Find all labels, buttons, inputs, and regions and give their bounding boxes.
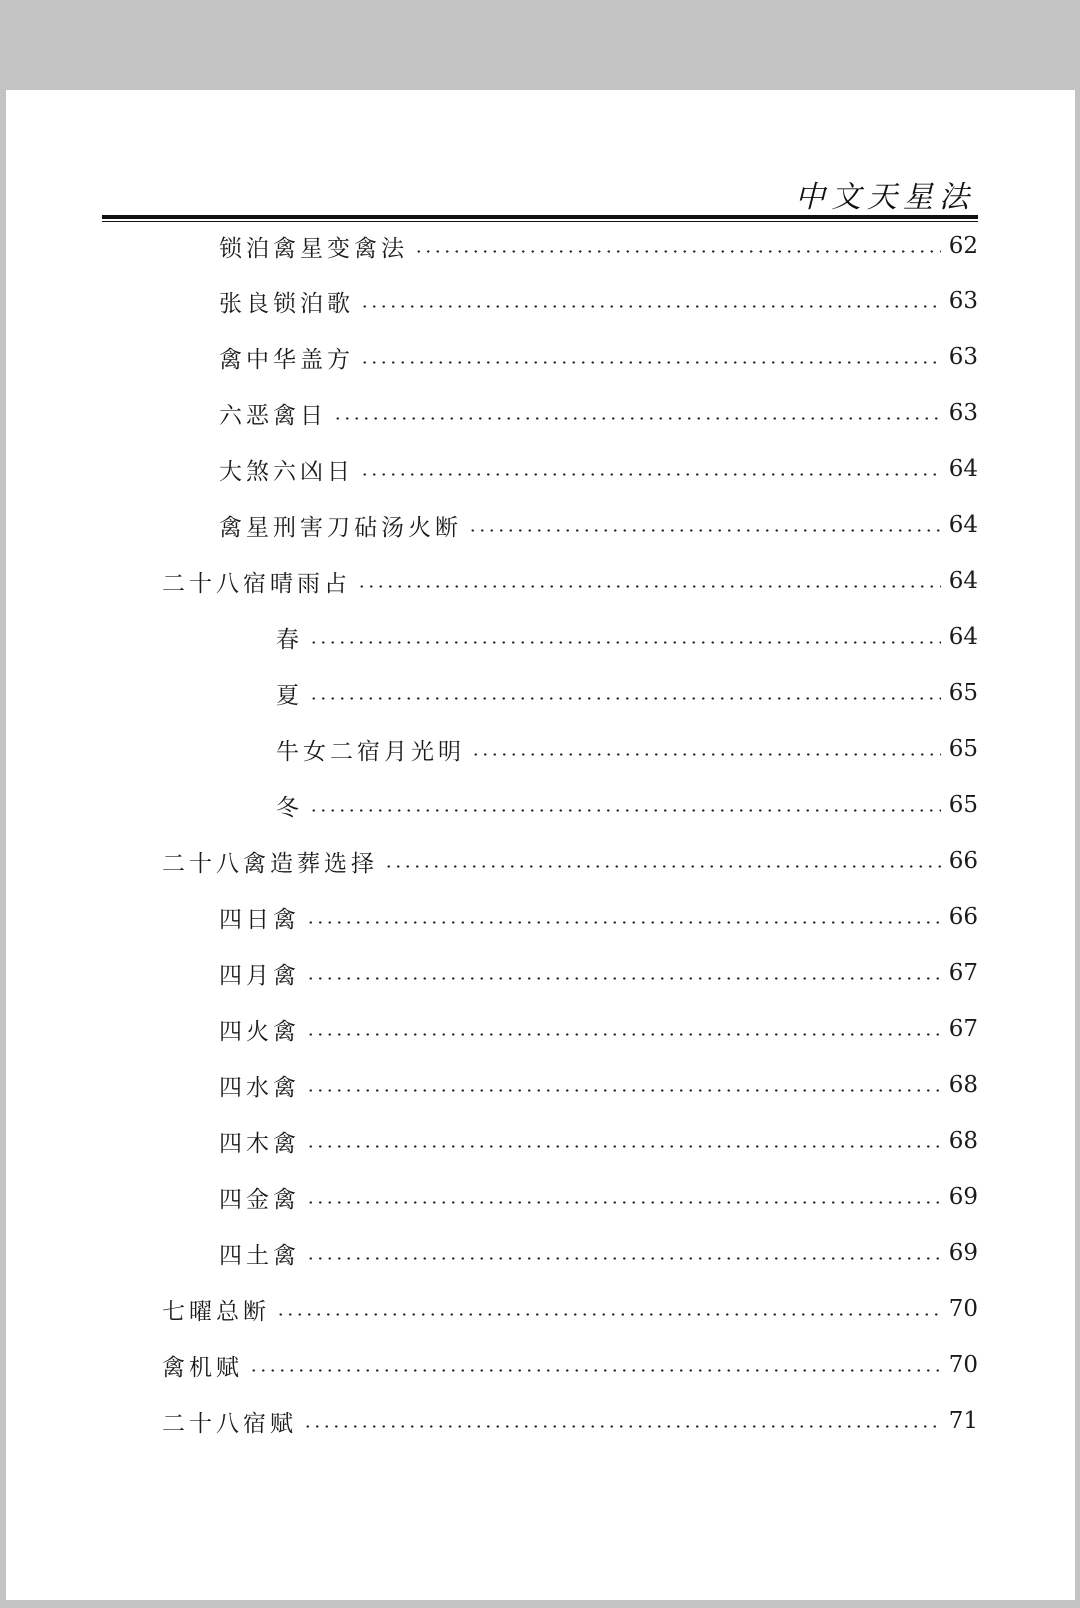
toc-entry-page: 65 <box>948 792 978 818</box>
toc-entry[interactable] <box>162 1345 978 1385</box>
toc-entry-page: 64 <box>948 624 978 650</box>
toc-entry-page: 65 <box>948 736 978 762</box>
toc-dot-leader <box>306 1089 941 1092</box>
toc-entry-title: 禽星刑害刀砧汤火断 <box>219 514 462 541</box>
toc-entry-title: 冬 <box>276 794 303 821</box>
toc-dot-leader <box>303 1425 941 1428</box>
toc-entry-title: 牛女二宿月光明 <box>276 738 465 765</box>
toc-entry-title: 夏 <box>276 682 303 709</box>
toc-dot-leader <box>249 1369 941 1372</box>
toc-entry-page: 64 <box>948 512 978 538</box>
toc-dot-leader <box>333 417 941 420</box>
toc-entry[interactable] <box>219 1121 978 1161</box>
header-rule-thick <box>102 215 978 219</box>
toc-entry[interactable] <box>162 1289 978 1329</box>
toc-entry-title: 大煞六凶日 <box>219 458 354 485</box>
toc-entry-page: 67 <box>948 1016 978 1042</box>
toc-entry-page: 64 <box>948 456 978 482</box>
toc-entry-page: 70 <box>948 1352 978 1378</box>
toc-dot-leader <box>309 641 941 644</box>
toc-entry-page: 64 <box>948 568 978 594</box>
toc-entry-page: 67 <box>948 960 978 986</box>
toc-entry[interactable] <box>219 1009 978 1049</box>
toc-entry-page: 69 <box>948 1240 978 1266</box>
toc-entry-title: 二十八禽造葬选择 <box>162 850 378 877</box>
toc-entry[interactable] <box>219 505 978 545</box>
toc-entry[interactable] <box>219 337 978 377</box>
toc-dot-leader <box>468 529 941 532</box>
toc-entry-title: 二十八宿赋 <box>162 1410 297 1437</box>
toc-entry[interactable] <box>219 281 978 321</box>
toc-entry-page: 70 <box>948 1296 978 1322</box>
toc-entry-title: 禽机赋 <box>162 1354 243 1381</box>
toc-entry[interactable] <box>162 1401 978 1441</box>
toc-entry[interactable] <box>276 785 978 825</box>
toc-dot-leader <box>357 585 941 588</box>
toc-entry-page: 66 <box>948 848 978 874</box>
toc-dot-leader <box>309 697 941 700</box>
toc-entry[interactable] <box>276 673 978 713</box>
toc-dot-leader <box>306 1257 941 1260</box>
toc-entry-title: 春 <box>276 626 303 653</box>
toc-dot-leader <box>384 865 941 868</box>
toc-entry-title: 四水禽 <box>219 1074 300 1101</box>
toc-entry-page: 63 <box>948 344 978 370</box>
toc-entry-page: 68 <box>948 1072 978 1098</box>
toc-entry-title: 四金禽 <box>219 1186 300 1213</box>
toc-dot-leader <box>360 473 941 476</box>
toc-entry-page: 63 <box>948 400 978 426</box>
toc-entry-title: 张良锁泊歌 <box>219 290 354 317</box>
toc-entry-title: 四木禽 <box>219 1130 300 1157</box>
toc-dot-leader <box>306 1201 941 1204</box>
toc-entry-page: 63 <box>948 288 978 314</box>
toc-entry-page: 69 <box>948 1184 978 1210</box>
toc-entry[interactable] <box>276 617 978 657</box>
toc-entry-title: 六恶禽日 <box>219 402 327 429</box>
toc-dot-leader <box>276 1313 941 1316</box>
toc-dot-leader <box>471 753 941 756</box>
toc-dot-leader <box>306 1033 941 1036</box>
toc-entry[interactable] <box>162 841 978 881</box>
toc-entry[interactable] <box>219 953 978 993</box>
toc-entry[interactable] <box>219 1065 978 1105</box>
toc-entry[interactable] <box>219 897 978 937</box>
toc-entry-page: 71 <box>948 1408 978 1434</box>
toc-dot-leader <box>306 977 941 980</box>
toc-entry[interactable] <box>219 1233 978 1273</box>
toc-entry-page: 66 <box>948 904 978 930</box>
toc-entry-title: 禽中华盖方 <box>219 346 354 373</box>
toc-entry[interactable] <box>276 729 978 769</box>
toc-entry-title: 二十八宿晴雨占 <box>162 570 351 597</box>
toc-entry[interactable] <box>219 1177 978 1217</box>
document-page <box>6 90 1075 1600</box>
toc-entry[interactable] <box>162 561 978 601</box>
toc-entry-page: 68 <box>948 1128 978 1154</box>
toc-dot-leader <box>306 1145 941 1148</box>
toc-dot-leader <box>360 305 941 308</box>
toc-dot-leader <box>306 921 941 924</box>
toc-entry-page: 62 <box>948 233 978 259</box>
toc-entry-title: 四日禽 <box>219 906 300 933</box>
toc-dot-leader <box>414 250 941 253</box>
toc-entry-title: 七曜总断 <box>162 1298 270 1325</box>
toc-dot-leader <box>360 361 941 364</box>
toc-entry-title: 四月禽 <box>219 962 300 989</box>
toc-dot-leader <box>309 809 941 812</box>
toc-entry-title: 四火禽 <box>219 1018 300 1045</box>
toc-entry[interactable] <box>219 393 978 433</box>
toc-entry-title: 锁泊禽星变禽法 <box>219 235 408 262</box>
running-header-title: 中文天星法 <box>795 180 975 215</box>
toc-entry[interactable] <box>219 449 978 489</box>
toc-entry-title: 四土禽 <box>219 1242 300 1269</box>
toc-entry[interactable] <box>219 226 978 266</box>
toc-entry-page: 65 <box>948 680 978 706</box>
header-rule-thin <box>102 221 978 222</box>
